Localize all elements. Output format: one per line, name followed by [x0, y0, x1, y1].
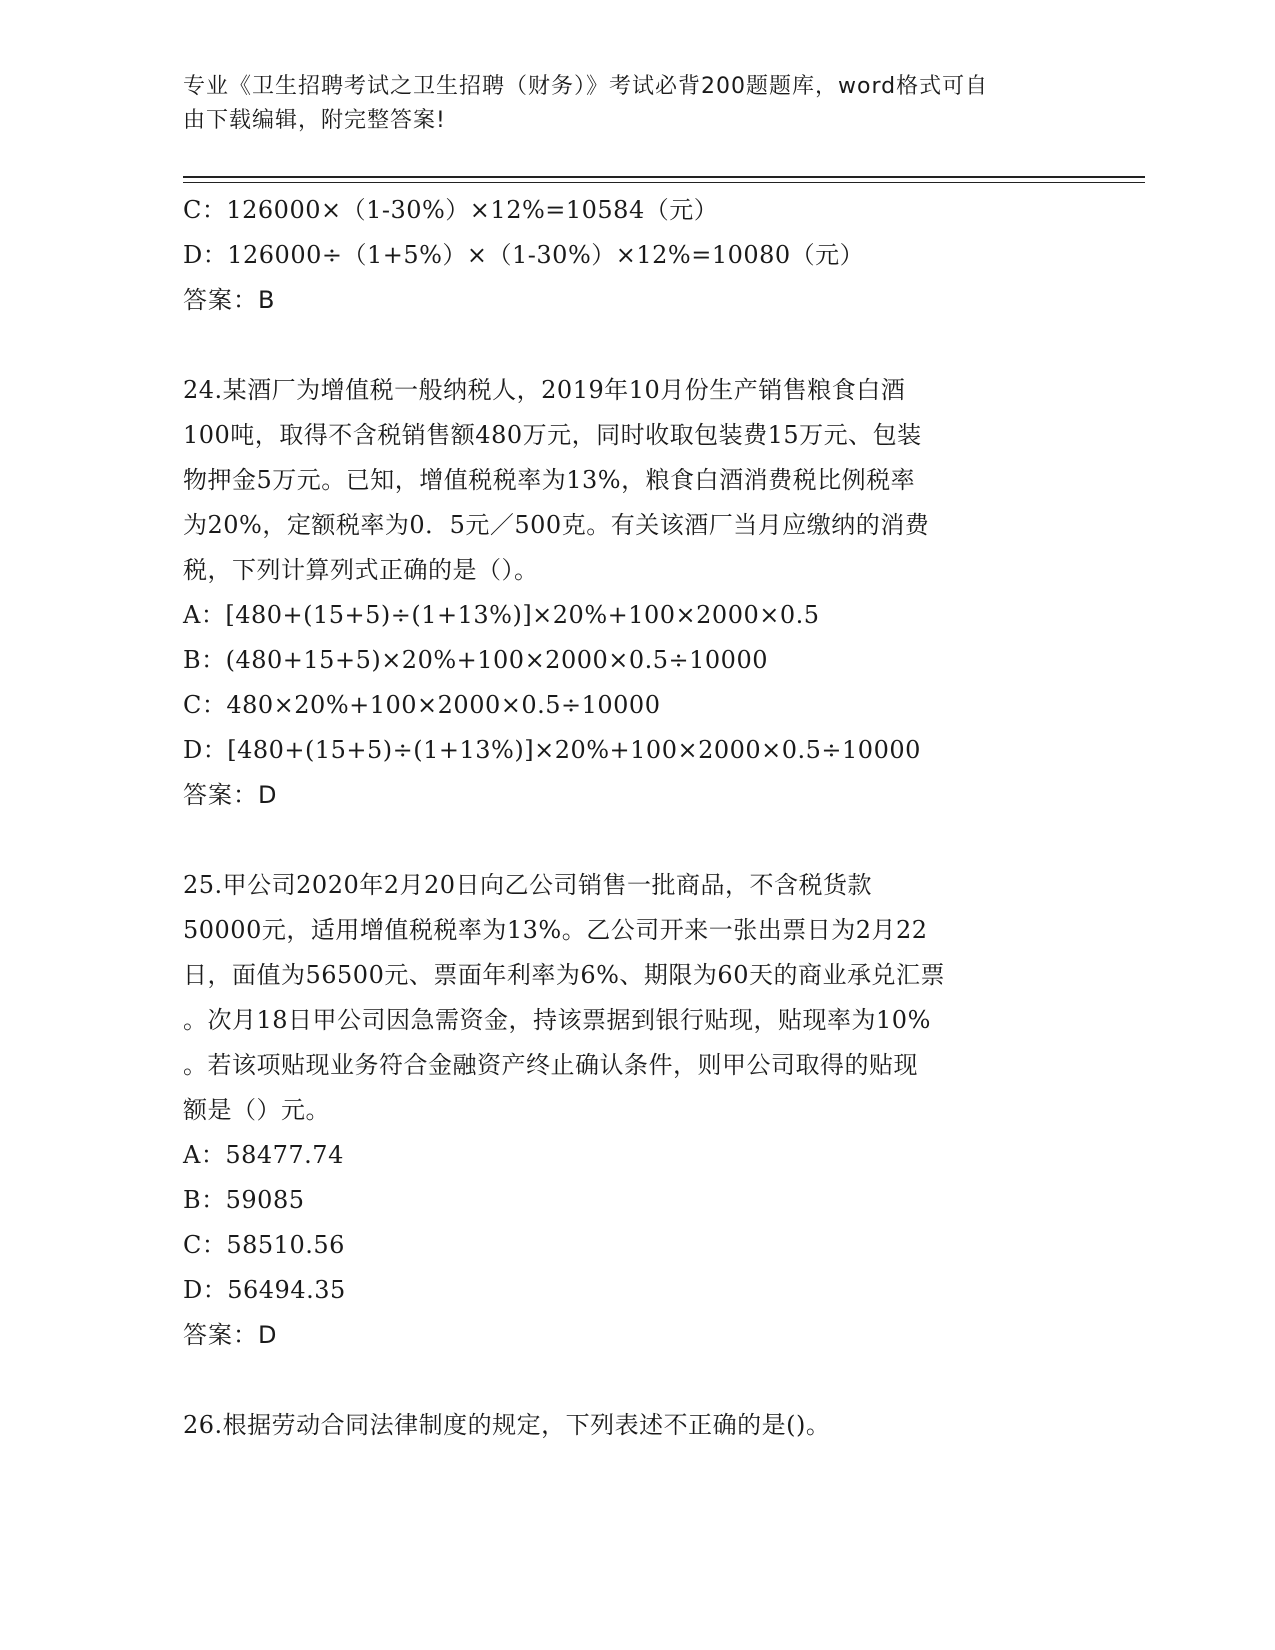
option-c: C：58510.56 — [183, 1231, 345, 1259]
option-d: D：126000÷（1+5%）×（1-30%）×12%=10080（元） — [183, 241, 865, 269]
spacer — [183, 1358, 1083, 1403]
question-stem-line: 为20%，定额税率为0．5元／500克。有关该酒厂当月应缴纳的消费 — [183, 511, 930, 539]
option-b: B：(480+15+5)×20%+100×2000×0.5÷10000 — [183, 646, 768, 674]
option-d: D：56494.35 — [183, 1276, 346, 1304]
question-stem-line: 25.甲公司2020年2月20日向乙公司销售一批商品，不含税货款 — [183, 871, 873, 899]
option-d: D：[480+(15+5)÷(1+13%)]×20%+100×2000×0.5÷10000 — [183, 736, 921, 764]
question-stem-line: 26.根据劳动合同法律制度的规定，下列表述不正确的是()。 — [183, 1411, 831, 1439]
question-stem-line: 50000元，适用增值税税率为13%。乙公司开来一张出票日为2月22 — [183, 916, 928, 944]
answer-line: 答案：D — [183, 1321, 278, 1349]
question-stem-line: 100吨，取得不含税销售额480万元，同时收取包装费15万元、包装 — [183, 421, 922, 449]
question-23-tail — [183, 188, 1083, 323]
option-c: C：126000×（1-30%）×12%=10584（元） — [183, 196, 719, 224]
header-divider-thin — [183, 182, 1145, 183]
header-line-1: 专业《卫生招聘考试之卫生招聘（财务）》考试必背200题题库，word格式可自 — [183, 74, 989, 99]
question-stem-line: 。次月18日甲公司因急需资金，持该票据到银行贴现，贴现率为10% — [183, 1006, 931, 1034]
question-25 — [183, 863, 1083, 1358]
spacer — [183, 323, 1083, 368]
document-body — [183, 188, 1083, 1448]
question-stem-line: 。若该项贴现业务符合金融资产终止确认条件，则甲公司取得的贴现 — [183, 1051, 918, 1079]
question-26 — [183, 1403, 1083, 1448]
option-a: A：58477.74 — [183, 1141, 344, 1169]
option-a: A：[480+(15+5)÷(1+13%)]×20%+100×2000×0.5 — [183, 601, 820, 629]
header-line-2: 由下载编辑，附完整答案! — [183, 108, 446, 133]
question-stem-line: 额是（）元。 — [183, 1096, 330, 1124]
question-stem-line: 物押金5万元。已知，增值税税率为13%，粮食白酒消费税比例税率 — [183, 466, 916, 494]
header-divider-thick — [183, 176, 1145, 178]
document-header — [183, 70, 1063, 138]
answer-line: 答案：D — [183, 781, 278, 809]
spacer — [183, 818, 1083, 863]
question-stem-line: 24.某酒厂为增值税一般纳税人，2019年10月份生产销售粮食白酒 — [183, 376, 906, 404]
option-b: B：59085 — [183, 1186, 305, 1214]
answer-line: 答案：B — [183, 286, 276, 314]
question-stem-line: 税，下列计算列式正确的是（）。 — [183, 556, 539, 584]
question-24 — [183, 368, 1083, 818]
option-c: C：480×20%+100×2000×0.5÷10000 — [183, 691, 661, 719]
question-stem-line: 日，面值为56500元、票面年利率为6%、期限为60天的商业承兑汇票 — [183, 961, 945, 989]
